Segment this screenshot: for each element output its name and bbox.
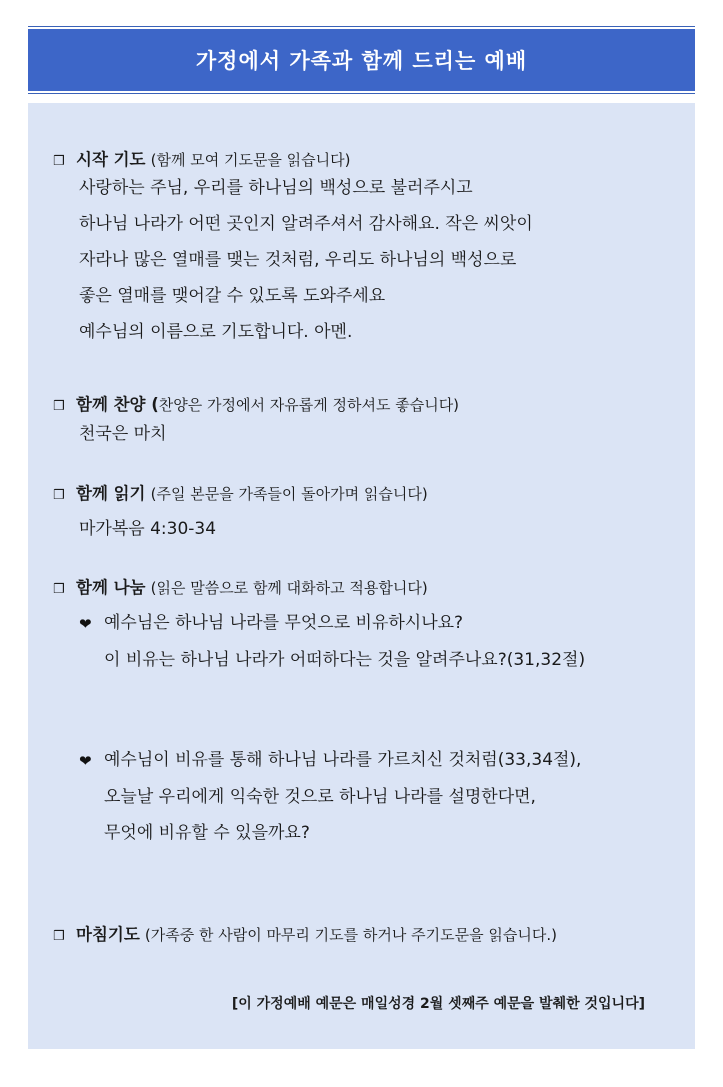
section-sharing-heading bbox=[53, 577, 428, 601]
section-note: (가족중 한 사람이 마무리 기도를 하거나 주기도문을 읽습니다.) bbox=[144, 926, 557, 944]
section-reading-heading bbox=[53, 483, 428, 507]
page-title: 가정에서 가족과 함께 드리는 예배 bbox=[28, 29, 695, 91]
prayer-line: 예수님의 이름으로 기도합니다. 아멘. bbox=[79, 322, 353, 342]
section-note: (함께 모여 기도문을 읽습니다) bbox=[150, 151, 351, 169]
praise-song: 천국은 마치 bbox=[79, 424, 167, 444]
section-note: (주일 본문을 가족들이 돌아가며 읽습니다) bbox=[150, 485, 428, 503]
heart-icon: ❤ bbox=[79, 752, 92, 770]
section-opening-prayer-heading bbox=[53, 149, 351, 173]
section-title: 함께 찬양 ( bbox=[76, 395, 159, 414]
question-line: 이 비유는 하나님 나라가 어떠하다는 것을 알려주나요?(31,32절) bbox=[104, 650, 586, 670]
checkbox-icon: ❒ bbox=[53, 488, 65, 503]
section-closing-prayer-heading bbox=[53, 924, 557, 948]
checkbox-icon: ❒ bbox=[53, 929, 65, 944]
question-line: 예수님은 하나님 나라를 무엇으로 비유하시나요? bbox=[104, 613, 464, 633]
checkbox-icon: ❒ bbox=[53, 154, 65, 169]
section-title: 함께 읽기 bbox=[76, 484, 146, 503]
section-title: 함께 나눔 bbox=[76, 578, 146, 597]
section-note: 찬양은 가정에서 자유롭게 정하셔도 좋습니다) bbox=[158, 396, 460, 414]
section-title: 마침기도 bbox=[76, 925, 140, 944]
question-line: 오늘날 우리에게 익숙한 것으로 하나님 나라를 설명한다면, bbox=[104, 787, 536, 807]
checkbox-icon: ❒ bbox=[53, 399, 65, 414]
checkbox-icon: ❒ bbox=[53, 582, 65, 597]
prayer-line: 하나님 나라가 어떤 곳인지 알려주셔서 감사해요. 작은 씨앗이 bbox=[79, 214, 533, 234]
question-line: 예수님이 비유를 통해 하나님 나라를 가르치신 것처럼(33,34절), bbox=[104, 750, 582, 770]
section-title: 시작 기도 bbox=[76, 150, 146, 169]
content-panel bbox=[28, 103, 695, 1049]
prayer-line: 사랑하는 주님, 우리를 하나님의 백성으로 불러주시고 bbox=[79, 178, 473, 198]
section-note: (읽은 말씀으로 함께 대화하고 적용합니다) bbox=[150, 579, 428, 597]
source-footnote: [이 가정예배 예문은 매일성경 2월 셋째주 예문을 발췌한 것입니다] bbox=[231, 996, 645, 1012]
heart-icon: ❤ bbox=[79, 615, 92, 633]
question-line: 무엇에 비유할 수 있을까요? bbox=[104, 823, 310, 843]
prayer-line: 좋은 열매를 맺어갈 수 있도록 도와주세요 bbox=[79, 286, 386, 306]
header-bar bbox=[28, 26, 695, 94]
prayer-line: 자라나 많은 열매를 맺는 것처럼, 우리도 하나님의 백성으로 bbox=[79, 250, 517, 270]
scripture-reference: 마가복음 4:30-34 bbox=[79, 519, 217, 539]
section-praise-heading bbox=[53, 394, 459, 418]
